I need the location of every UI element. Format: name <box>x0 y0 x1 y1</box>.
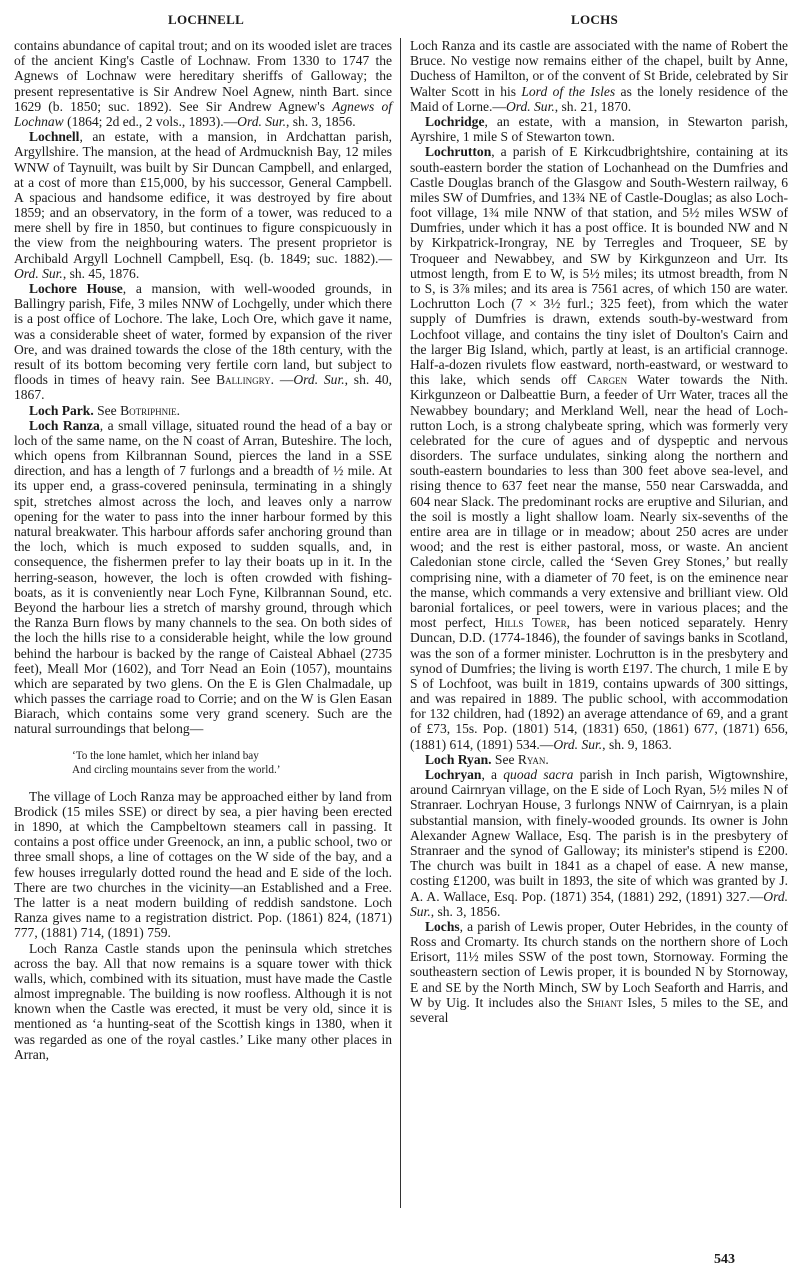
italic-text: Ord. Sur. <box>237 113 286 129</box>
right-column <box>410 38 788 1025</box>
entry-paragraph <box>14 129 392 281</box>
cross-reference: Ballingry <box>216 372 271 388</box>
entry-paragraph <box>14 281 392 403</box>
verse-quotation <box>14 749 392 777</box>
entry-headword: Lochnell <box>29 129 80 145</box>
body-text: (1864; 2d ed., 2 vols., 1893).— <box>63 113 238 129</box>
body-text: Isles, 5 miles to the SE, and several <box>410 994 788 1025</box>
body-text: See <box>93 402 121 418</box>
column-divider <box>400 38 401 1208</box>
left-column <box>14 38 392 1062</box>
body-text: . <box>176 402 181 418</box>
entry-paragraph <box>14 941 392 1063</box>
body-text: . <box>545 751 549 767</box>
body-text: The village of Loch Ranza may be approached either by land from Brodick (15 miles SSE) or direct by sea, a pier having been erected in 1890, at which the Campbeltown steamers call in passing. It contains a post office under Greenock, an inn, a public school, two or three small shops, a line of cottages on the W side of the bay, and a few houses irregularly dotted round the head and E side of the loch. There are two churches in the vicinity—an Established and a Free. The latter is a neat modern building of reddish sandstone. Loch Ranza gives name to a registration district. Pop. (1861) 824, (1871) 777, (1881) 714, (1891) 759. <box>14 788 392 941</box>
entry-paragraph <box>410 767 788 919</box>
page-number: 543 <box>714 1252 735 1267</box>
verse-line: And circling mountains sever from the world.’ <box>72 763 281 776</box>
body-text: , a small village, situated round the head of a bay or loch of the same name, on the N coast of Arran, Buteshire. The loch, which opens from Kilbrannan Sound, pierces the land in a SSE direction, and has a length of 7 furlongs and a breadth of ½ mile. At its upper end, a grass-covered peninsula, terminating in a shingly spit, stretches almost across the loch, and leaves only a narrow opening for the water to pass into the inner harbour formed by this natural breakwater. This harbour affords safer anchoring ground than the loch, which is much exposed to sudden squalls, and, in consequence, the fishermen prefer to lay their boats up in it. In the herring-season, however, the loch is often crowded with fishing-boats, as it is conveniently near Loch Fyne, Kilbrannan Sound, etc. Beyond the harbour lies a stretch of marshy ground, through which the Ranza Burn flows by many channels to the sea. On both sides of the loch the hills rise to a considerable height, while the low ground behind the harbour is backed by the range of Caisteal Abhael (2735 feet), Meall Mor (1602), and Torr Nead an Eoin (1057), mountains which are separated by two glens. On the E is Glen Chalmadale, up which passes the carriage road to Corrie; and on the W is Glen Easan Biarach, which contains some very grand scenery. Such are the natural surroundings that belong— <box>14 417 392 737</box>
entry-headword: Lochore House <box>29 281 123 296</box>
entry-paragraph <box>14 418 392 737</box>
body-text: parish in Inch parish, Wigtownshire, around Cairnryan village, on the E side of Loch Ryan, 5½ miles N of Stranraer. Lochryan House, 3 furlongs NNW of Cairnryan, is a plain substantial mansion, with finely-wooded grounds. Its owner is John Alexander Agnew Wallace, Esq. The parish is in the presbytery of Stranraer and the synod of Galloway; its minister's stipend is £200. The church was built in 1841 as a chapel of ease. A new manse, costing £1200, was built in 1893, the site of which was granted by J. A. A. Wallace, Esq. Pop. (1871) 354, (1881) 292, (1891) 327.— <box>410 767 788 904</box>
italic-text: Agnews of Lochnaw <box>14 98 392 129</box>
entry-headword: Lochs <box>425 918 460 934</box>
body-text: , sh. 9, 1863. <box>602 736 672 752</box>
body-text: , sh. 3, 1856. <box>430 903 501 919</box>
cross-reference: Cargen <box>587 372 628 388</box>
cross-reference: Hills Tower <box>494 615 567 631</box>
body-text: Water towards the Nith. Kirkgunzeon or Dalbeattie Burn, a feeder of Urr Water, traces all the Newabbey boundary; and Merkland Well, near the head of Lochrutton Loch, is a strong chalybeate spring, which was formerly very celebrated for the cure of agues and of dyspeptic and nervous disorders. The surface undulates, sinking along the northern and south-eastern boundaries to less than 300 feet above sea-level, and rising thence to 637 feet near the manse, 550 near Carswadda, and 604 near Slack. The predominant rocks are eruptive and Silurian, and the soil is mostly a light shallow loam. Nearly six-sevenths of the entire area are in tillage or in meadow; about 250 acres are under wood; and the rest is either pastoral, moss, or waste. An ancient Caledonian stone circle, called the ‘Seven Grey Stones,’ but really comprising nine, with a diameter of 70 feet, is on the eminence near the manse, which commands a very extensive and brilliant view. Old baronial fortalices, or peel towers, were in various places; and the most perfect, <box>410 372 788 631</box>
entry-headword: Loch Park. <box>29 402 94 418</box>
entry-paragraph <box>410 114 788 144</box>
italic-text: Ord. Sur. <box>293 372 345 388</box>
entry-paragraph <box>410 38 788 114</box>
body-text: , an estate, with a mansion, in Stewarton parish, Ayrshire, 1 mile S of Stewarton town. <box>410 113 788 145</box>
italic-text: Ord. Sur. <box>553 736 603 752</box>
body-text: contains abundance of capital trout; and on its wooded islet are traces of the ancient King's Castle of Lochnaw. From 1330 to 1747 the Agnews of Lochnaw were hereditary sheriffs of Galloway; the present representative is Sir Andrew Noel Agnew, ninth Bart. since 1629 (b. 1850; suc. 1892). See Sir Andrew Agnew's <box>14 38 392 114</box>
entry-paragraph <box>14 38 392 129</box>
body-text: Loch Ranza and its castle are associated with the name of Robert the Bruce. No vestige now remains either of the chapel, built by Anne, Duchess of Hamilton, or of the convent of St Bride, celebrated by Sir Walter Scott in his <box>410 38 788 99</box>
italic-text: Ord. Sur. <box>410 888 788 919</box>
body-text: , sh. 40, 1867. <box>14 372 392 403</box>
cross-reference: Shiant <box>586 994 623 1010</box>
body-text: , a <box>481 767 504 782</box>
italic-text: Ord. Sur. <box>14 265 63 281</box>
entry-paragraph <box>410 919 788 1025</box>
entry-paragraph <box>410 752 788 767</box>
entry-headword: Loch Ryan. <box>425 751 492 767</box>
body-text: , a mansion, with well-wooded grounds, in Ballingry parish, Fife, 3 miles NNW of Lochgelly, under which there is a post office of Lochore. The lake, Loch Ore, which gave it name, was a considerable sheet of water, formed by expansion of the river Ore, and was drained towards the close of the 18th century, with the result of its bottom becoming very fertile corn land, but subject to floods in times of heavy rain. See <box>14 281 392 388</box>
body-text: . — <box>270 372 294 388</box>
cross-reference: Ryan <box>517 751 546 767</box>
body-text: as the lonely residence of the Maid of Lorne.— <box>410 83 788 114</box>
body-text: , sh. 21, 1870. <box>554 98 632 114</box>
entry-headword: Loch Ranza <box>29 417 100 433</box>
body-text: Loch Ranza Castle stands upon the peninsula which stretches across the bay. All that now remains is a square tower with thick walls, which, combined with its situation, must have made the Castle almost impregnable. The building is now roofless. Although it is not known when the Castle was erected, it must be very old, since it is mentioned as ‘a hunting-seat of the Scottish kings in 1380, when it was regarded as one of the royal castles.’ Like many other places in Arran, <box>14 940 392 1062</box>
body-text: , an estate, with a mansion, in Ardchattan parish, Argyllshire. The mansion, at the head of Ardmucknish Bay, 12 miles WNW of Taynuilt, was built by Sir Duncan Campbell, and enlarged, at a cost of more than £15,000, by his successor, General Campbell. A spacious and handsome edifice, it was destroyed by fire about 1859; and an observatory, in the form of a tower, was reduced to a mere shell by fire in 1850, but continues to figure conspicuously in the view from the neighbouring waters. The present proprietor is Archibald Argyll Lochnell Campbell, Esq. (b. 1849; suc. 1882).— <box>14 129 392 266</box>
entry-headword: Lochrutton <box>425 144 492 160</box>
entry-headword: Lochridge <box>425 113 485 129</box>
entry-headword: Lochryan <box>425 767 482 782</box>
entry-paragraph <box>410 144 788 752</box>
running-head-right: LOCHS <box>571 12 619 27</box>
entry-paragraph <box>14 403 392 418</box>
cross-reference: Botriphnie <box>120 402 177 418</box>
verse-line: ‘To the lone hamlet, which her inland bay <box>72 749 259 762</box>
italic-text: Lord of the Isles <box>521 83 616 99</box>
italic-text: quoad sacra <box>503 767 574 782</box>
running-head-left: LOCHNELL <box>168 12 245 27</box>
body-text: , has been noticed separately. Henry Duncan, D.D. (1774-1846), the founder of savings banks in Scotland, was the son of a former minister. Lochrutton is in the presbytery and synod of Dumfries; the living is worth £197. The church, 1 mile E by S of Lochfoot, was built in 1819, contains upwards of 300 sittings, and was repaired in 1889. The public school, with accommodation for 132 children, had (1892) an average attendance of 69, and a grant of £73, 15s. Pop. (1801) 514, (1831) 650, (1861) 677, (1871) 656, (1881) 614, (1891) 534.— <box>410 615 789 752</box>
italic-text: Ord. Sur. <box>505 98 555 114</box>
entry-paragraph <box>14 789 392 941</box>
body-text: See <box>491 751 518 767</box>
body-text: , a parish of Lewis proper, Outer Hebrides, in the county of Ross and Cromarty. Its church stands on the northern shore of Loch Erisort, 11½ miles SSW of the post town, Stornoway. Forming the southeastern section of Lewis proper, it is bounded N by Stornoway, E and SE by the North Minch, SW by Loch Seaforth and Harris, and W by Uig. It includes also the <box>410 918 788 1010</box>
body-text: , a parish of E Kirkcudbrightshire, containing at its south-eastern border the station of Lochanhead on the Dumfries and Castle Douglas branch of the Glasgow and South-Western railway, 6 miles SW of Dumfries, and 13¾ NE of Castle-Douglas; as also Lochfoot village, 1¾ mile NNW of that station, and 5½ miles WSW of Dumfries, under which it has a post office. It is bounded NW and N by Kirkpatrick-Irongray, NE by Terregles and Troqueer, SE by Troqueer and Newabbey, and SW by Kirkgunzeon and Urr. Its utmost length, from E to W, is 5½ miles; its utmost breadth, from N to S, is 3⅞ miles; and its area is 7561 acres, of which 150 are water. Lochrutton Loch (7 × 3½ furl.; 325 feet), from which the water supply of Dumfries is drawn, extends south-by-westward from Lochfoot village, and contains the tiny islet of Doulton's Cairn and the larger Big Island, which, partly at least, is an artificial crannoge. Half-a-dozen rivulets flow eastward, north-eastward, or westward to this lake, which sends off <box>410 144 788 388</box>
body-text: , sh. 45, 1876. <box>62 265 140 281</box>
body-text: , sh. 3, 1856. <box>285 113 356 129</box>
